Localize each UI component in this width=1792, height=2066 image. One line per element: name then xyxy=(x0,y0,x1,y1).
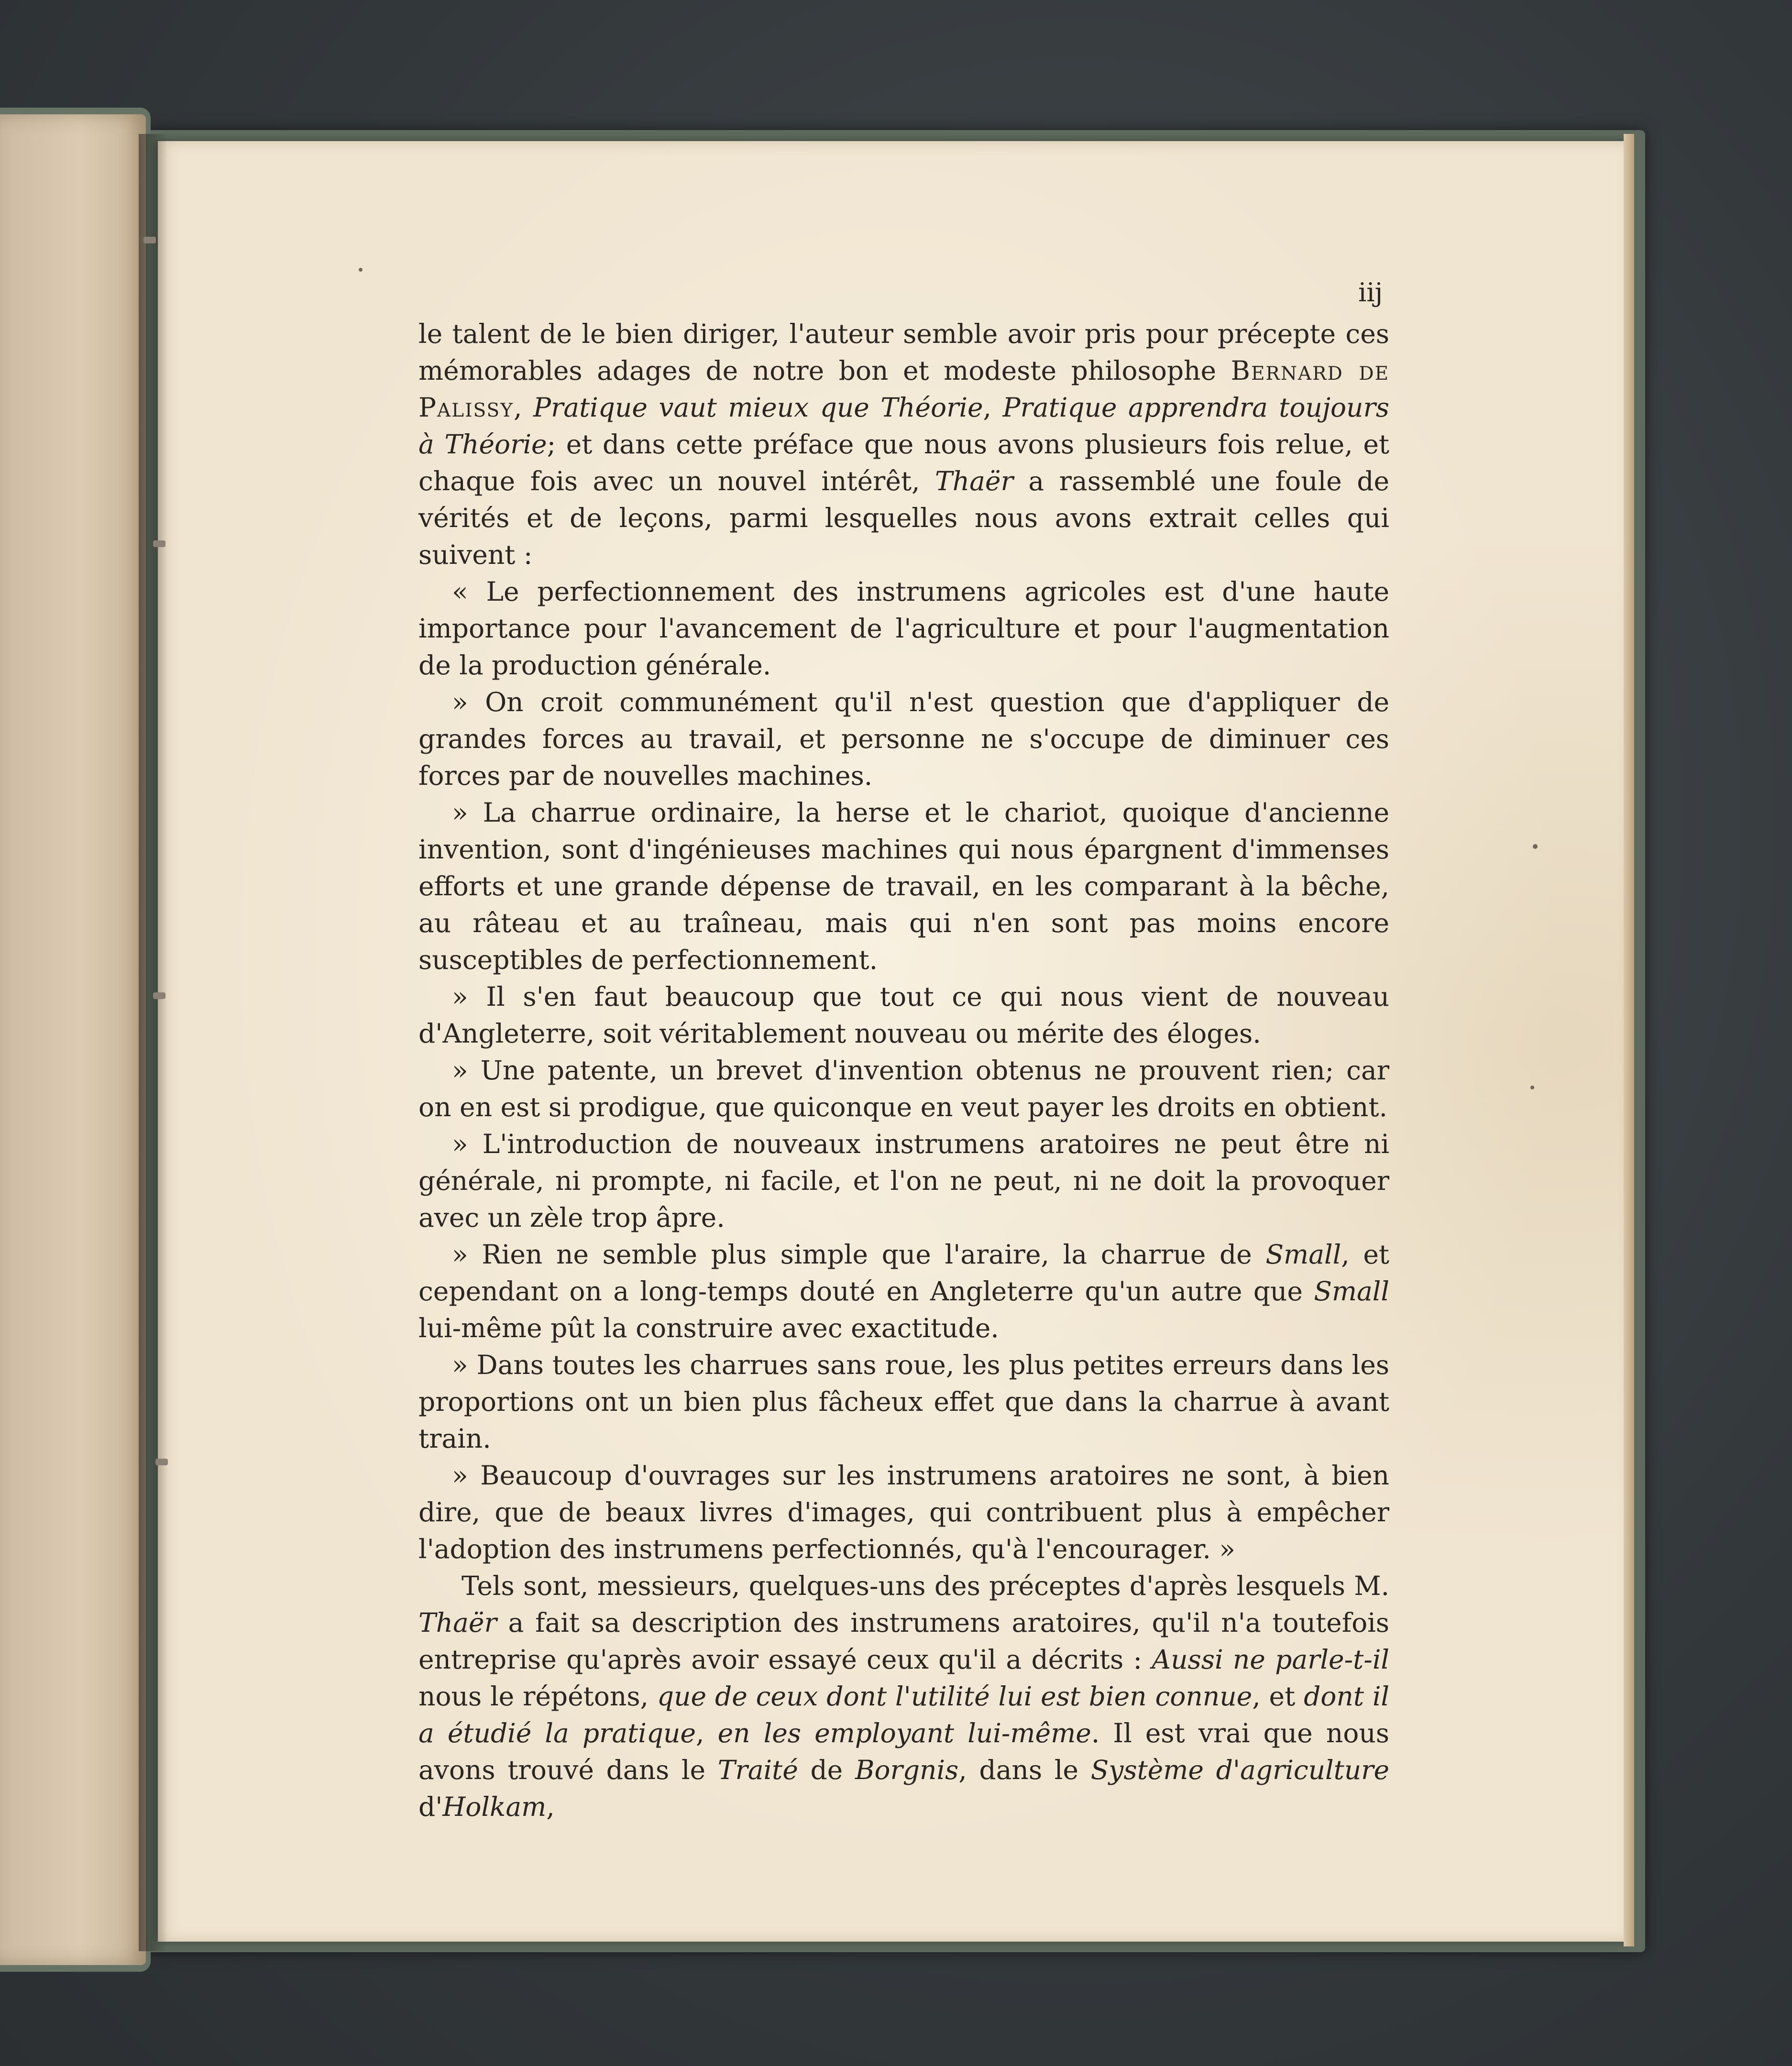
italic-title-traite: Traité xyxy=(717,1755,798,1785)
italic-phrase: Aussi ne parle-t-il xyxy=(1152,1644,1390,1675)
quote-paragraph: « Le perfectionnement des instrumens agricoles est d'une haute importance pour l'avancement de l'agriculture et pour l'augmentation de la production générale. xyxy=(418,576,1389,681)
bookmark-tab xyxy=(153,992,165,999)
text-run: , et cependant on a long-temps douté en Angleterre qu'un autre que xyxy=(418,1239,1389,1307)
author-name-borgnis: Borgnis xyxy=(855,1755,959,1785)
quote-paragraph: » Beaucoup d'ouvrages sur les instrumens aratoires ne sont, à bien dire, que de beaux livres d'images, qui contribuent plus à empêcher l'adoption des instrumens perfectionnés, qu'à l'encourager. » xyxy=(418,1460,1389,1564)
adage-1: Pratique vaut mieux que Théorie xyxy=(533,392,983,423)
quote-paragraph: » On croit communément qu'il n'est question que d'appliquer de grandes forces au travail, et personne ne s'occupe de diminuer ces forces par de nouvelles machines. xyxy=(418,687,1389,791)
text-run: . Il est vrai que nous avons trouvé dans le xyxy=(418,1718,1389,1785)
text-run: , et xyxy=(1252,1681,1304,1712)
page-number: iij xyxy=(1358,277,1383,308)
adage-2: Pratique apprendra toujours à Théorie xyxy=(418,392,1389,460)
paper-speck xyxy=(1530,1086,1534,1089)
text-run: de xyxy=(798,1755,855,1785)
quote-paragraph: » La charrue ordinaire, la herse et le chariot, quoique d'ancienne invention, sont d'ingénieuses machines qui nous épargnent d'immenses efforts et une grande dépense de travail, en les comparant à la bêche, au râteau et au traîneau, mais qui n'en sont pas moins encore susceptibles de perfectionnement. xyxy=(418,797,1389,975)
italic-phrase: dont il a étudié la pratique xyxy=(418,1681,1390,1748)
text-run: » Rien ne semble plus simple que l'araire, la charrue de xyxy=(452,1239,1266,1270)
page-body xyxy=(418,316,1389,1825)
text-run: a fait sa description des instrumens aratoires, qu'il n'a toutefois entreprise qu'après avoir essayé ceux qu'il a décrits : xyxy=(418,1607,1389,1675)
author-name-thaer: Thaër xyxy=(418,1607,497,1638)
quote-paragraph: » Une patente, un brevet d'invention obtenus ne prouvent rien; car on en est si prodigue, que quiconque en veut payer les droits en obtient. xyxy=(418,1055,1389,1122)
italic-phrase: que de ceux dont l'utilité lui est bien connue xyxy=(657,1681,1253,1712)
text-run: ; et dans cette préface que nous avons plusieurs fois relue, et chaque fois avec un nouvel intérêt, xyxy=(418,429,1389,496)
text-run: , xyxy=(983,392,1003,423)
text-run: , dans le xyxy=(958,1755,1091,1785)
name-holkam: Holkam xyxy=(442,1791,547,1822)
text-run: d' xyxy=(418,1791,443,1822)
bookmark-tab xyxy=(143,237,156,243)
text-run: a rassemblé une foule de vérités et de leçons, parmi lesquelles nous avons extrait celles qui suivent : xyxy=(418,466,1389,570)
quote-paragraph xyxy=(418,1236,1389,1347)
paper-speck xyxy=(359,268,363,272)
text-run: nous le répétons, xyxy=(418,1681,657,1712)
text-run: lui-même pût la construire avec exactitude. xyxy=(418,1313,999,1343)
text-run: , xyxy=(696,1718,718,1748)
quote-paragraph: » Il s'en faut beaucoup que tout ce qui nous vient de nouveau d'Angleterre, soit véritablement nouveau ou mérite des éloges. xyxy=(418,981,1389,1049)
author-name-palissy: Bernard de Palissy xyxy=(418,355,1389,423)
author-name-thaer: Thaër xyxy=(935,466,1013,496)
quote-paragraph: » L'introduction de nouveaux instrumens aratoires ne peut être ni générale, ni prompte, ni facile, et l'on ne peut, ni ne doit la provoquer avec un zèle trop âpre. xyxy=(418,1129,1389,1233)
closing-paragraph xyxy=(418,1568,1389,1825)
text-run: , xyxy=(546,1791,555,1822)
page-fore-edge xyxy=(1624,134,1634,1946)
text-run: Tels sont, messieurs, quelques-uns des préceptes d'après lesquels M. xyxy=(462,1571,1389,1601)
bookmark-tab xyxy=(155,1459,168,1465)
bookmark-tab xyxy=(153,540,165,547)
italic-phrase: en les employant lui-même xyxy=(717,1718,1091,1748)
text-run: le talent de le bien diriger, l'auteur semble avoir pris pour précepte ces mémorables adages de notre bon et modeste philosophe xyxy=(418,319,1389,386)
italic-title-systeme: Système d'agriculture xyxy=(1090,1755,1390,1785)
left-page-edge xyxy=(0,108,151,1972)
name-small: Small xyxy=(1314,1276,1389,1307)
quote-paragraph: » Dans toutes les charrues sans roue, les plus petites erreurs dans les proportions ont un bien plus fâcheux effet que dans la charrue à avant train. xyxy=(418,1350,1389,1454)
gutter-shadow xyxy=(139,134,167,1951)
text-run: , xyxy=(513,392,533,423)
paper-speck xyxy=(1533,844,1538,849)
intro-paragraph xyxy=(418,316,1389,573)
name-small: Small xyxy=(1265,1239,1341,1270)
